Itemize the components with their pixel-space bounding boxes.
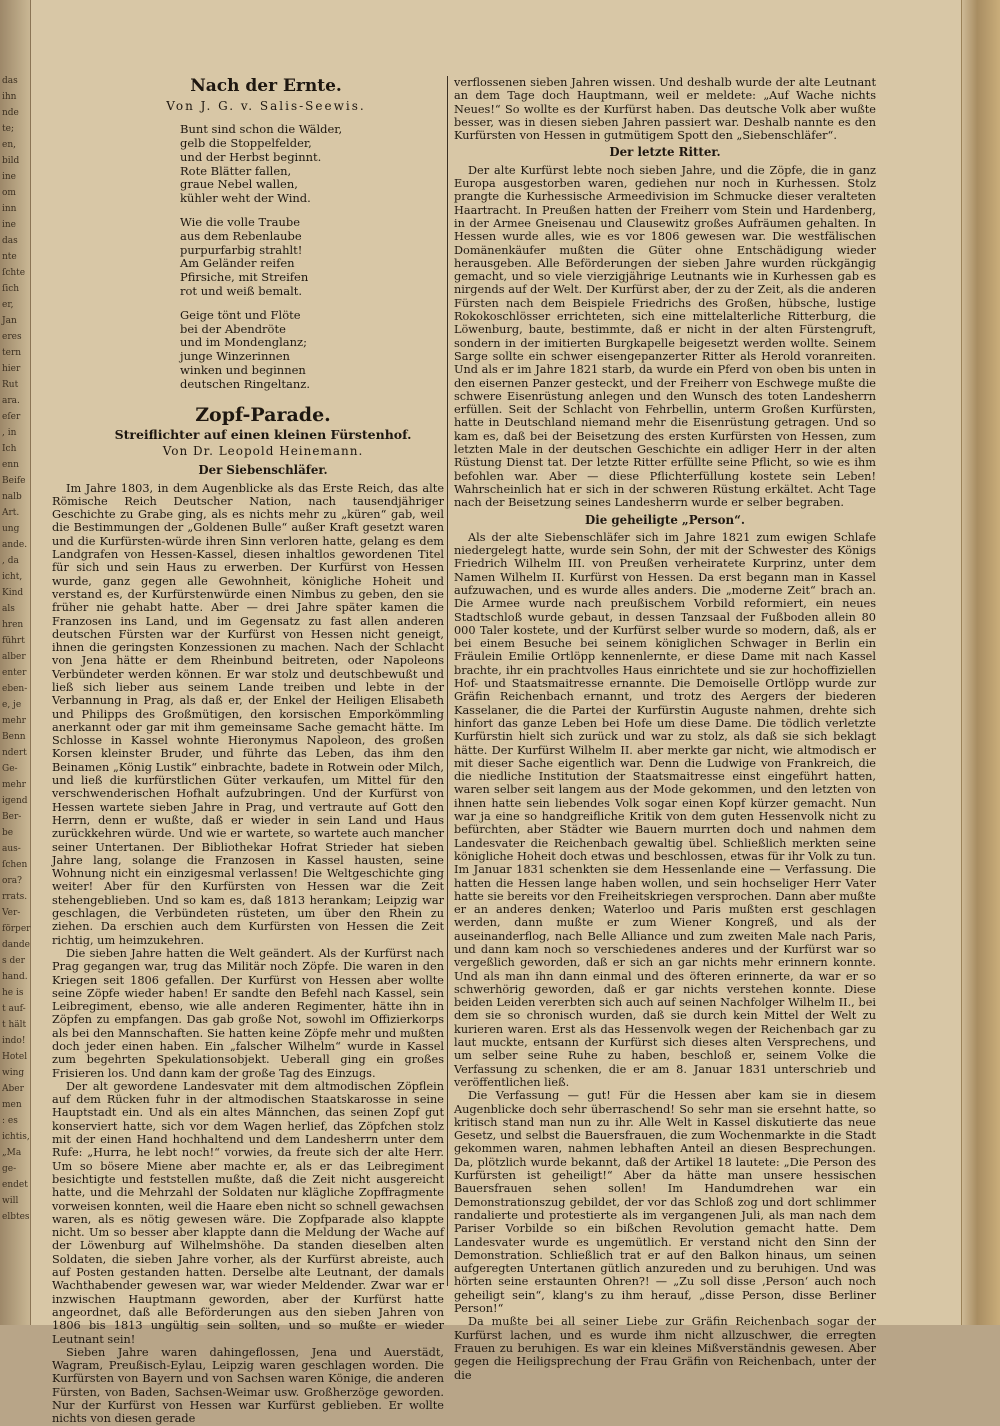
adjacent-page-fragment: nte bbox=[2, 252, 17, 262]
adjacent-page-fragment: wing bbox=[2, 1068, 25, 1078]
adjacent-page-fragment: te; bbox=[2, 124, 14, 134]
adjacent-page-fragment: hier bbox=[2, 364, 21, 374]
article-paragraph: verflossenen sieben Jahren wissen. Und deshalb wurde der alte Leutnant an dem Tage doch Hauptmann, weil er meldete: „Auf Wache nichts Neues!“ So wollte es der Kurfürst haben. Das deutsche Volk aber wußte besser, was in diesen sieben Jahren passiert war. Deshalb nannte es den Kurfürsten von Hessen in gutmütigem Spott den „Siebenschläfer“. bbox=[454, 76, 876, 143]
adjacent-page-fragment: : es bbox=[2, 1116, 18, 1126]
adjacent-page-fragment: Kind bbox=[2, 588, 24, 598]
adjacent-page-fragment: ora? bbox=[2, 876, 22, 886]
adjacent-page-fragment: ſich bbox=[2, 284, 20, 294]
adjacent-page-fragment: rrats. bbox=[2, 892, 28, 902]
adjacent-page-fragment: men bbox=[2, 1100, 22, 1110]
adjacent-page-fragment: ge- bbox=[2, 1164, 17, 1174]
adjacent-page-fragment: , da bbox=[2, 556, 19, 566]
poem-line: und im Mondenglanz; bbox=[180, 335, 307, 350]
adjacent-page-fragment: Hotel bbox=[2, 1052, 28, 1062]
adjacent-page-fragment: er, bbox=[2, 300, 14, 310]
adjacent-page-fragment: inn bbox=[2, 204, 17, 214]
adjacent-page-fragment: mehr bbox=[2, 780, 26, 790]
adjacent-page-fragment: elbtes bbox=[2, 1212, 30, 1222]
poem-stanza-3 bbox=[180, 309, 444, 392]
adjacent-page-fragment: he is bbox=[2, 988, 24, 998]
section-heading: Der Siebenschläfer. bbox=[198, 463, 328, 478]
column-rule bbox=[447, 76, 448, 1286]
article-paragraph: Als der alte Siebenschläfer sich im Jahre 1821 zum ewigen Schlafe niedergelegt hatte, wurde sein Sohn, der mit der Schwester des Königs Friedrich Wilhelm III. von Preußen verheiratete Kurprinz, unter dem Namen Wilhelm II. Kurfürst von Hessen. Da erst begann man in Kassel aufzuwachen, und es wurde alles anders. Die „moderne Zeit“ brach an. Die Armee wurde nach preußischem Vorbild reformiert, ein neues Stadtschloß wurde gebaut, in dessen Tanzsaal der Fußboden allein 80 000 Taler kostete, und der Kurfürst selber wurde so modern, daß, als er bei einem Besuche bei seinem königlichen Schwager in Berlin ein Fräulein Emilie Ortlöpp kennenlernte, er diese Dame mit nach Kassel brachte, ihr ein prachtvolles Haus einrichtete und sie zur hochoffiziellen Hof- und Staatsmaitresse ernannte. Die Demoiselle Ortlöpp wurde zur Gräfin Reichenbach ernannt, und trotz des Aergers der biederen Kasselaner, die die Partei der Kurfürstin Auguste nahmen, drehte sich hinfort das ganze Leben bei Hofe um diese Dame. Die tödlich verletzte Kurfürstin hielt sich zurück und war zu stolz, als daß sie sich beklagt hätte. Der Kurfürst Wilhelm II. aber merkte gar nicht, wie altmodisch er mit dieser Sache eigentlich war. Denn die Ludwige von Frankreich, die die niedliche Institution der Staatsmaitresse einst eingeführt hatten, waren selber seit langem aus der Mode gekommen, und den letzten von ihnen hatte sein liebendes Volk sogar einen Kopf kürzer gemacht. Nun war ja eine so handgreifliche Kritik von dem guten Hessenvolk nicht zu befürchten, aber Städter wie Bauern murrten doch und nahmen dem Landesvater die Reichenbach gewaltig übel. Schließlich merkten seine königliche Hoheit doch etwas und beschlossen, etwas für ihr Volk zu tun. Im Januar 1831 schenkten sie dem Hessenlande eine — Verfassung. Die hatten die Hessen lange haben wollen, und sein hochseliger Herr Vater hatte sie bereits vor den Freiheitskriegen versprochen. Dann aber mußte er an anderes denken; Waterloo und Paris mußten erst geschlagen werden, dann mußte er zum Wiener Kongreß, und als der auseinanderflog, nach Belle Alliance und zum zweiten Male nach Paris, und dann kam noch so verschiedenes anderes und der Kurfürst war so vergeßlich geworden, daß er sich an gar nichts mehr erinnern konnte. Und als man ihn dann einmal und des öfteren erinnerte, da war er so schwerhörig geworden, daß er gar nichts verstehen konnte. Diese beiden Leiden vererbten sich auch auf seinen Nachfolger Wilhelm II., bei dem sie so chronisch wurden, daß sie durch kein Mittel der Welt zu kurieren waren. Erst als das Hessenvolk wegen der Reichenbach gar zu laut muckte, entsann der Kurfürst sich dieses alten Versprechens, und um selber seine Ruhe zu haben, beschloß er, seinem Volke die Verfassung zu schenken, die er am 8. Januar 1831 unterschrieb und veröffentlichen ließ. bbox=[454, 530, 876, 1089]
poem-line: purpurfarbig strahlt! bbox=[180, 242, 303, 257]
poem-author: Von J. G. v. Salis-Seewis. bbox=[166, 99, 366, 113]
poem-line: kühler weht der Wind. bbox=[180, 191, 311, 206]
adjacent-page-fragment: nde bbox=[2, 108, 19, 118]
adjacent-page-fragment: mehr bbox=[2, 716, 26, 726]
adjacent-page-fragment: ſchte bbox=[2, 268, 26, 278]
adjacent-page-fragment: als bbox=[2, 604, 15, 614]
poem-line: Bunt sind schon die Wälder, bbox=[180, 122, 343, 137]
adjacent-page-fragment: Ich bbox=[2, 444, 17, 454]
adjacent-page-fragment: en, bbox=[2, 140, 16, 150]
adjacent-page-fragment: ine bbox=[2, 220, 17, 230]
adjacent-page-fragment: Ge- bbox=[2, 764, 18, 774]
adjacent-page-fragment: eres bbox=[2, 332, 22, 342]
poem-line: junge Winzerinnen bbox=[180, 349, 290, 364]
adjacent-page-fragment: das bbox=[2, 236, 18, 246]
article-paragraph: Sieben Jahre waren dahingeflossen, Jena und Auerstädt, Wagram, Preußisch-Eylau, Leipzig waren geschlagen worden. Die Kurfürsten von Bayern und von Sachsen waren Könige, die anderen Fürsten, von Baden, Sachsen-Weimar usw. Großherzöge geworden. Nur der Kurfürst von Hessen war Kurfürst geblieben. Er wollte nichts von diesen gerade bbox=[52, 1345, 444, 1426]
adjacent-page-fragment: ihn bbox=[2, 92, 17, 102]
adjacent-page-fragment: om bbox=[2, 188, 16, 198]
poem-stanza-1 bbox=[180, 123, 444, 206]
poem-title: Nach der Ernte. bbox=[190, 76, 342, 96]
adjacent-page-fragment: führt bbox=[2, 636, 25, 646]
book-edge bbox=[961, 0, 1000, 1325]
adjacent-page-fragment: Jan bbox=[2, 316, 17, 326]
adjacent-page-fragment: nalb bbox=[2, 492, 22, 502]
adjacent-page-fragment: Rut bbox=[2, 380, 19, 390]
adjacent-page-fragment: hren bbox=[2, 620, 24, 630]
adjacent-page-fragment: hand. bbox=[2, 972, 28, 982]
article-subtitle: Streiflichter auf einen kleinen Fürstenhof. bbox=[114, 426, 412, 442]
article-author: Von Dr. Leopold Heinemann. bbox=[162, 443, 364, 458]
poem-line: deutschen Ringeltanz. bbox=[180, 376, 310, 391]
adjacent-page-fragment: e, je bbox=[2, 700, 22, 710]
adjacent-page-fragment: will bbox=[2, 1196, 19, 1206]
adjacent-page-fragment: t auf- bbox=[2, 1004, 26, 1014]
adjacent-page-fragment: igend bbox=[2, 796, 28, 806]
adjacent-page-fragment: Ber- bbox=[2, 812, 22, 822]
poem-line: rot und weiß bemalt. bbox=[180, 284, 303, 299]
adjacent-page-fragment: Ver- bbox=[2, 908, 21, 918]
poem-line: Geige tönt und Flöte bbox=[180, 307, 301, 322]
adjacent-page-fragment: enter bbox=[2, 668, 27, 678]
adjacent-page-fragment: Beife bbox=[2, 476, 26, 486]
article-paragraph: Die sieben Jahre hatten die Welt geändert. Als der Kurfürst nach Prag gegangen war, trug das Militär noch Zöpfe. Die waren in den Kriegen seit 1806 gefallen. Der Kurfürst von Hessen aber wollte seine Zöpfe wieder haben! Er sandte den Befehl nach Kassel, sein Leibregiment, ebenso, wie alle anderen Regimenter, hätte ihn in Zöpfen zu empfangen. Das gab große Not, sowohl im Offizierkorps als bei den Mannschaften. Sie hatten keine Zöpfe mehr und mußten doch jeder einen haben. Ein „falscher Wilhelm“ wurde in Kassel zum begehrten Spekulationsobjekt. Ueberall ging ein großes Frisieren los. Und dann kam der große Tag des Einzugs. bbox=[52, 946, 444, 1080]
poem-line: aus dem Rebenlaube bbox=[180, 228, 302, 243]
adjacent-page-fragment: ichtis, bbox=[2, 1132, 30, 1142]
adjacent-page-fragment: icht, bbox=[2, 572, 23, 582]
adjacent-page-fragment: Art. bbox=[2, 508, 20, 518]
poem-line: Rote Blätter fallen, bbox=[180, 163, 292, 178]
adjacent-page-fragment: , in bbox=[2, 428, 17, 438]
poem-line: gelb die Stoppelfelder, bbox=[180, 136, 312, 151]
adjacent-page-fragment: Benn bbox=[2, 732, 26, 742]
article-paragraph: Im Jahre 1803, in dem Augenblicke als das Erste Reich, das alte Römische Reich Deutscher Nation, nach tausendjähriger Geschichte zu Grabe ging, als es nichts mehr zu „küren“ gab, weil die Bestimmungen der „Goldenen Bulle“ außer Kraft gesetzt waren und die Kurfürsten-würde ihren Sinn verloren hatte, gelang es dem Landgrafen von Hessen-Kassel, diesen inhaltlos gewordenen Titel für sich und sein Haus zu erwerben. Der Kurfürst von Hessen wurde, ganz gegen alle Gewohnheit, königliche Hoheit und verstand es, der Kurfürstenwürde einen Nimbus zu geben, den sie früher nie gehabt hatte. Aber — drei Jahre später kamen die Franzosen ins Land, und im Gegensatz zu fast allen anderen deutschen Fürsten war der Kurfürst von Hessen nicht geneigt, ihnen die geringsten Konzessionen zu machen. Nach der Schlacht von Jena hätte er dem Rheinbund beitreten, oder Napoleons Verbündeter werden können. Er war stolz und deutschbewußt und ließ sich lieber aus seinem Lande treiben und lebte in der Verbannung in Prag, als daß er, der Enkel der Heiligen Elisabeth und Philipps des Großmütigen, den korsischen Emporkömmling anerkannt oder gar mit ihm gemeinsame Sache gemacht hätte. Im Schlosse in Kassel wohnte Hieronymus Napoleon, des großen Korsen kleinster Bruder, und führte das Leben, das ihm den Beinamen „König Lustik“ einbrachte, badete in Rotwein oder Milch, und ließ die kurfürstlichen Güter verkaufen, um Mittel für den verschwenderischen Hofhalt aufzubringen. Und der Kurfürst von Hessen wartete sieben Jahre in Prag, und vertraute auf Gott den Herrn, denn er wußte, daß er wieder in sein Land und Haus zurückkehren würde. Und wie er wartete, so wartete auch mancher seiner Untertanen. Der Bibliothekar Hofrat Strieder hat sieben Jahre lang, solange die Franzosen in Kassel hausten, seine Wohnung nicht ein einzigesmal verlassen! Die Weltgeschichte ging weiter! Aber für den Kurfürsten von Hessen war die Zeit stehengeblieben. Und so kam es, daß 1813 herankam; Leipzig war geschlagen, die Verbündeten rüsteten, um über den Rhein zu ziehen. Da erschien auch dem Kurfürsten von Hessen die Zeit richtig, um heimzukehren. bbox=[52, 481, 444, 947]
adjacent-page-fragment: ande. bbox=[2, 540, 28, 550]
section-heading: Die geheiligte „Person“. bbox=[585, 512, 745, 527]
poem-stanza-2 bbox=[180, 216, 444, 299]
adjacent-page-fragment: das bbox=[2, 76, 18, 86]
poem-line: bei der Abendröte bbox=[180, 321, 286, 336]
adjacent-page-fragment: eſer bbox=[2, 412, 21, 422]
poem-line: Am Geländer reifen bbox=[180, 256, 295, 271]
adjacent-page-fragment: bild bbox=[2, 156, 20, 166]
poem-line: Wie die volle Traube bbox=[180, 215, 301, 230]
poem-line: Pfirsiche, mit Streifen bbox=[180, 270, 309, 285]
adjacent-page-fragment: eben- bbox=[2, 684, 28, 694]
section-heading: Der letzte Ritter. bbox=[609, 145, 721, 160]
article-paragraph: Da mußte bei all seiner Liebe zur Gräfin Reichenbach sogar der Kurfürst lachen, und es wurde ihm nicht allzuschwer, die erregten Frauen zu beruhigen. Es war ein kleines Mißverständnis gewesen. Aber gegen die Heiligsprechung der Frau Gräfin von Reichenbach, unter der die bbox=[454, 1315, 876, 1382]
poem-line: winken und beginnen bbox=[180, 363, 306, 378]
adjacent-page-fragment: ndert bbox=[2, 748, 27, 758]
adjacent-page-fragment: dande bbox=[2, 940, 31, 950]
adjacent-page-fragment: ine bbox=[2, 172, 17, 182]
adjacent-page-fragment: indo! bbox=[2, 1036, 26, 1046]
adjacent-page-fragment: aus- bbox=[2, 844, 21, 854]
adjacent-page-fragment: ara. bbox=[2, 396, 20, 406]
right-column bbox=[454, 76, 876, 1382]
adjacent-page-fragment: endet bbox=[2, 1180, 28, 1190]
adjacent-page-fragment: ſchen bbox=[2, 860, 28, 870]
adjacent-page-fragment: t hält bbox=[2, 1020, 27, 1030]
adjacent-page-fragment: tern bbox=[2, 348, 22, 358]
article-title: Zopf-Parade. bbox=[195, 403, 331, 426]
adjacent-page-fragment: „Ma bbox=[2, 1148, 22, 1158]
adjacent-page-fragment: ung bbox=[2, 524, 20, 534]
adjacent-page-fragment: enn bbox=[2, 460, 19, 470]
article-paragraph: Der alt gewordene Landesvater mit dem altmodischen Zöpflein auf dem Rücken fuhr in der altmodischen Staatskarosse in seine Hauptstadt ein. Und als ein altes Männchen, das seinen Zopf gut konserviert hatte, sich vor dem Wagen herlief, das Zöpfchen stolz mit der einen Hand hochhaltend und dem Landesherrn unter dem Rufe: „Hurra, he lebt noch!“ vorwies, da freute sich der alte Herr. Um so bösere Miene aber machte er, als er das Leibregiment besichtigte und feststellen mußte, daß die Zeit nicht ausgereicht hatte, und die Mehrzahl der Soldaten nur klägliche Zopffragmente vorweisen konnten, weil die Haare eben nicht so schnell gewachsen waren, als es nötig gewesen wäre. Die Zopfparade also klappte nicht. Um so besser aber klappte dann die Meldung der Wache auf der Löwenburg auf Wilhelmshöhe. Da standen dieselben alten Soldaten, die sieben Jahre vorher, als der Kurfürst abreiste, auch auf Posten gestanden hatten. Derselbe alte Leutnant, der damals Wachthabender gewesen war, war wieder Meldender. Zwar war er inzwischen Hauptmann geworden, aber der Kurfürst hatte angeordnet, daß alle Beförderungen aus den sieben Jahren von 1806 bis 1813 ungültig sein sollten, und so mußte er wieder Leutnant sein! bbox=[52, 1079, 444, 1346]
poem-line: und der Herbst beginnt. bbox=[180, 149, 322, 164]
adjacent-page-fragment: s der bbox=[2, 956, 25, 966]
left-column bbox=[52, 76, 444, 1426]
adjacent-page-fragment: be bbox=[2, 828, 14, 838]
poem-line: graue Nebel wallen, bbox=[180, 177, 298, 192]
adjacent-page-fragment: Aber bbox=[2, 1084, 24, 1094]
article-paragraph: Die Verfassung — gut! Für die Hessen aber kam sie in diesem Augenblicke doch sehr überraschend! So sehr man sie ersehnt hatte, so kritisch stand man nun zu ihr. Alle Welt in Kassel diskutierte das neue Gesetz, und selbst die Bauersfrauen, die zum Wochenmarkte in die Stadt gekommen waren, nahmen lebhaften Anteil an diesen Besprechungen. Da, plötzlich wurde bekannt, daß der Artikel 18 lautete: „Die Person des Kurfürsten ist geheiligt!“ Aber da hätte man unsere hessischen Bauersfrauen sehen sollen! Im Handumdrehen war ein Demonstrationszug gebildet, der vor das Schloß zog und dort schlimmer randalierte und protestierte als im vergangenen Juli, als man nach dem Pariser Vorbilde so ein bißchen Revolution gemacht hatte. Dem Landesvater wurde es ungemütlich. Er verstand nicht den Sinn der Demonstration. Schließlich trat er auf den Balkon hinaus, um seinen aufgeregten Untertanen gütlich anzureden und zu beruhigen. Und was hörten seine erstaunten Ohren?! — „Zu soll disse ‚Person‘ auch noch geheiligt sein“, klang's zu ihm herauf, „disse Person, disse Berliner Person!“ bbox=[454, 1089, 876, 1316]
article-paragraph: Der alte Kurfürst lebte noch sieben Jahre, und die Zöpfe, die in ganz Europa ausgestorben waren, gediehen nur noch in Kurhessen. Stolz prangte die Kurhessische Armeedivision im Schmucke dieser veralteten Haartracht. In Preußen hatten der Freiherr vom Stein und Hardenberg, in der Armee Gneisenau und Clausewitz großes Aufräumen gehalten. In Hessen wurde alles, wie es vor 1806 gewesen war. Die westfälischen Domänenkäufer mußten die Güter ohne Entschädigung wieder herausgeben. Alle Beförderungen der sieben Jahre wurden rückgängig gemacht, und so viele vierzigjährige Leutnants wie in Kurhessen gab es nirgends auf der Welt. Der Kurfürst aber, der zu der Zeit, als die anderen Fürsten nach dem Beispiele Friedrichs des Großen, hübsche, lustige Rokokoschlösser errichteten, sich eine mittelalterliche Ritterburg, die Löwenburg, baute, bestimmte, daß er nicht in der alten Fürstengruft, sondern in der imitierten Burgkapelle beigesetzt werden wollte. Seinem Sarge sollte ein schwer eisengepanzerter Ritter als Herold voranreiten. Und als er im Jahre 1821 starb, da wurde ein Pferd von oben bis unten in den eisernen Panzer gesteckt, und der Freiherr von Eschwege mußte die schwere Eisenrüstung anlegen und den Wunsch des toten Landesherrn erfüllen. Seit der Schlacht von Fehrbellin, unterm Großen Kurfürsten, hatte in Deutschland niemand mehr die Eisenrüstung getragen. Und so kam es, daß bei der Beisetzung des ersten Kurfürsten von Hessen, zum letzten Male in der deutschen Geschichte ein adliger Herr in der alten Rüstung Dienst tat. Der letzte Ritter erfüllte seine Pflicht, so wie es ihm befohlen war. Aber — diese Pflichterfüllung kostete sein Leben! Wahrscheinlich hat er sich in der schweren Rüstung erkältet. Acht Tage nach der Beisetzung seines Landesherrn wurde er selber begraben. bbox=[454, 163, 876, 510]
adjacent-page-fragment: förper bbox=[2, 924, 31, 934]
adjacent-page-strip bbox=[0, 0, 31, 1325]
adjacent-page-fragment: alber bbox=[2, 652, 26, 662]
